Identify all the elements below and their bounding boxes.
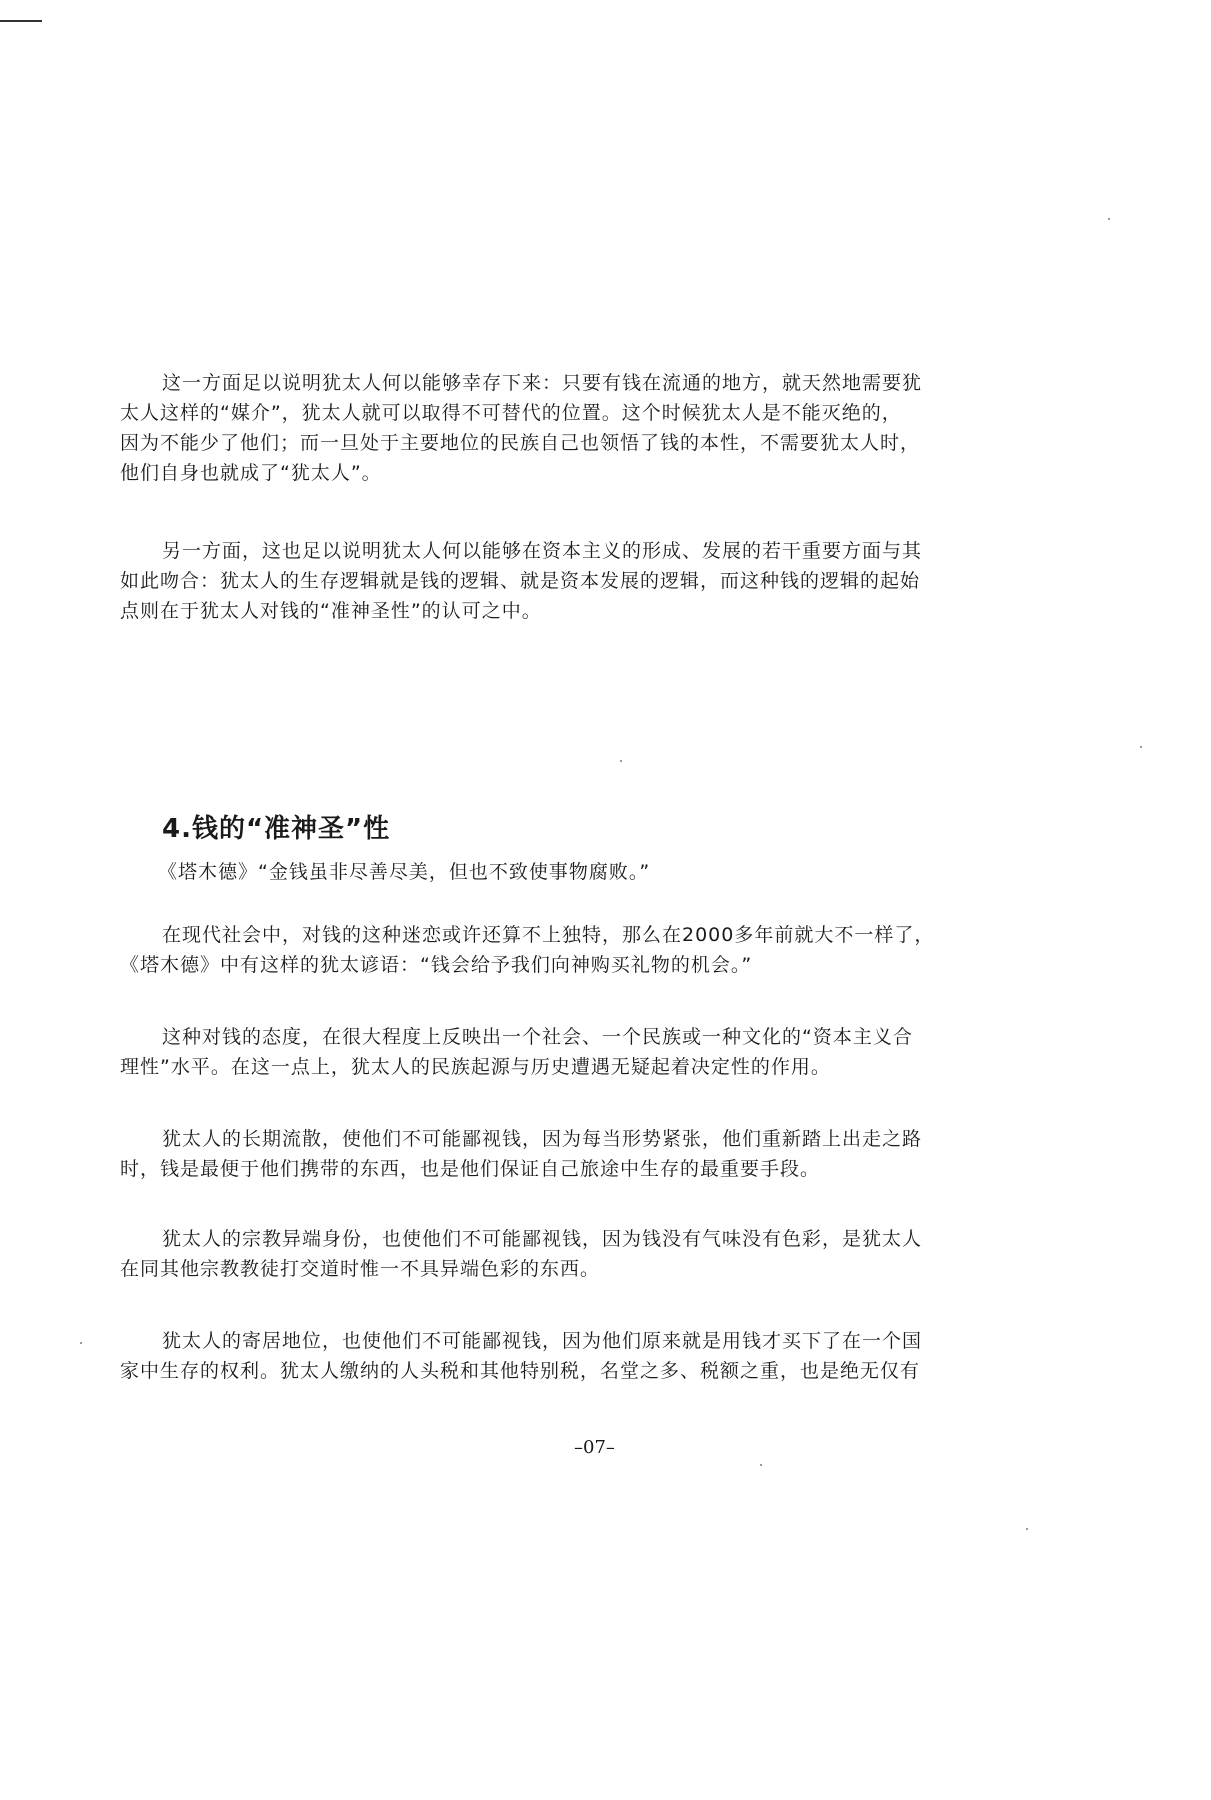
paragraph-attitude: 这种对钱的态度，在很大程度上反映出一个社会、一个民族或一种文化的“资本主义合 理性”水平。在这一点上，犹太人的民族起源与历史遭遇无疑起着决定性的作用。 xyxy=(120,1026,913,1078)
scan-speck xyxy=(760,1464,762,1466)
paragraph-survival: 这一方面足以说明犹太人何以能够幸存下来：只要有钱在流通的地方，就天然地需要犹 太人这样的“媒介”，犹太人就可以取得不可替代的位置。这个时候犹太人是不能灭绝的， 因为不能少了他们；而一旦处于主要地位的民族自己也领悟了钱的本性，不需要犹太人时， 他们自身也就成了“犹太人”。 xyxy=(120,372,923,484)
section-heading: 4.钱的“准神圣”性 xyxy=(162,814,391,844)
scan-corner-mark xyxy=(0,0,42,22)
paragraph-talmud-proverb: 在现代社会中，对钱的这种迷恋或许还算不上独特，那么在2000多年前就大不一样了， 《塔木德》中有这样的犹太谚语：“钱会给予我们向神购买礼物的机会。” xyxy=(120,924,935,976)
paragraph-capitalism: 另一方面，这也足以说明犹太人何以能够在资本主义的形成、发展的若干重要方面与其 如此吻合：犹太人的生存逻辑就是钱的逻辑、就是资本发展的逻辑，而这种钱的逻辑的起始 点则在于犹太人对钱的“准神圣性”的认可之中。 xyxy=(120,540,923,622)
paragraph-residence-status: 犹太人的寄居地位，也使他们不可能鄙视钱，因为他们原来就是用钱才买下了在一个国 家中生存的权利。犹太人缴纳的人头税和其他特别税，名堂之多、税额之重，也是绝无仅有 xyxy=(120,1330,923,1382)
scan-speck xyxy=(1140,746,1142,748)
scan-speck xyxy=(80,1342,82,1344)
paragraph-diaspora: 犹太人的长期流散，使他们不可能鄙视钱，因为每当形势紧张，他们重新踏上出走之路 时，钱是最便于他们携带的东西，也是他们保证自己旅途中生存的最重要手段。 xyxy=(120,1128,923,1180)
scan-speck xyxy=(1026,1528,1028,1530)
scan-speck xyxy=(1108,218,1110,220)
paragraph-religious-heresy: 犹太人的宗教异端身份，也使他们不可能鄙视钱，因为钱没有气味没有色彩，是犹太人 在同其他宗教教徒打交道时惟一不具异端色彩的东西。 xyxy=(120,1228,923,1280)
page-number: –07– xyxy=(574,1437,615,1458)
section-epigraph-quote: 《塔木德》“金钱虽非尽善尽美，但也不致使事物腐败。” xyxy=(158,861,651,883)
scan-speck xyxy=(620,760,622,762)
